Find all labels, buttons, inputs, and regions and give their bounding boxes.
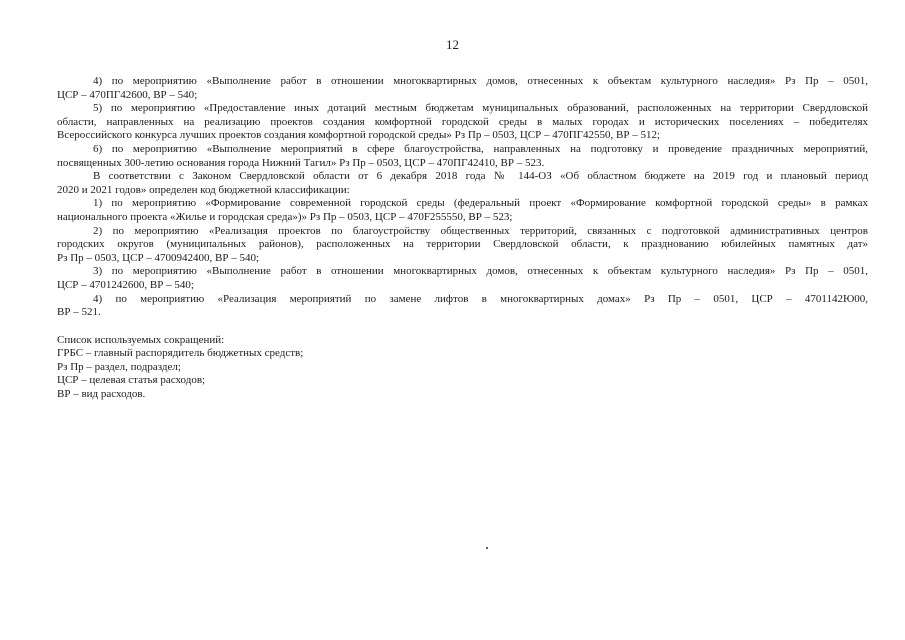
scan-speck (486, 547, 488, 549)
paragraph-item-2-public-territories (57, 225, 868, 266)
abbreviation-item: ЦСР – целевая статья расходов; (57, 374, 206, 387)
paragraph-line: 2) по мероприятию «Реализация проектов по благоустройству общественных территорий, связанных с подготовкой административных центров (93, 224, 868, 237)
paragraph-line: ЦСР – 4701242600, ВР – 540; (57, 278, 194, 291)
page-number: 12 (446, 37, 459, 52)
paragraph-line: 5) по мероприятию «Предоставление иных дотаций местным бюджетам муниципальных образований, расположенных на территории Свердловской (93, 102, 868, 115)
abbreviation-item: ВР – вид расходов. (57, 388, 146, 401)
paragraph-line: ВР – 521. (57, 306, 101, 319)
abbreviations-list (57, 334, 868, 402)
abbreviation-item: ГРБС – главный распорядитель бюджетных средств; (57, 347, 304, 360)
paragraph-line: 4) по мероприятию «Реализация мероприятий по замене лифтов в многоквартирных домах» Рз Пр – 0501, ЦСР – 4701142Ю00, (93, 292, 868, 305)
paragraph-item-1-federal-project (57, 197, 868, 224)
paragraph-item-6-nizhny-tagil-anniversary (57, 143, 868, 170)
paragraph-line: 3) по мероприятию «Выполнение работ в отношении многоквартирных домов, отнесенных к объектам культурного наследия» Рз Пр – 0501, (93, 265, 868, 278)
paragraph-line: Всероссийского конкурса лучших проектов создания комфортной городской среды» Рз Пр – 0503, ЦСР – 470ПГ42550, ВР – 512; (57, 129, 661, 142)
document-body (57, 75, 868, 402)
paragraph-line: Рз Пр – 0503, ЦСР – 4700942400, ВР – 540; (57, 251, 260, 264)
paragraph-regional-budget-law (57, 170, 868, 197)
paragraph-line: В соответствии с Законом Свердловской области от 6 декабря 2018 года № 144-ОЗ «Об областном бюджете на 2019 год и плановый период (93, 170, 868, 183)
paragraph-line: городских округов (муниципальных районов), расположенных на территории Свердловской области, к празднованию юбилейных памятных дат» (57, 238, 868, 251)
paragraph-item-4-cultural-heritage-buildings (57, 75, 868, 102)
paragraph-line: 6) по мероприятию «Выполнение мероприятий в сфере благоустройства, направленных на подготовку и проведение праздничных мероприятий, (93, 142, 868, 155)
paragraph-line: 1) по мероприятию «Формирование современной городской среды (федеральный проект «Формирование комфортной городской среды» в рамках (93, 197, 868, 210)
paragraph-line: 4) по мероприятию «Выполнение работ в отношении многоквартирных домов, отнесенных к объектам культурного наследия» Рз Пр – 0501, (93, 75, 868, 87)
paragraph-line: национального проекта «Жилье и городская среда»)» Рз Пр – 0503, ЦСР – 470F255550, ВР – 523; (57, 210, 513, 223)
abbreviations-title: Список используемых сокращений: (57, 333, 225, 346)
paragraph-line: области, направленных на реализацию проектов создания комфортной городской среды в малых городах и исторических поселениях – победителях (57, 115, 868, 128)
paragraph-line: 2020 и 2021 годов» определен код бюджетной классификации: (57, 183, 350, 196)
abbreviation-item: Рз Пр – раздел, подраздел; (57, 360, 181, 373)
paragraph-item-3-cultural-heritage-buildings (57, 265, 868, 292)
paragraph-item-5-subsidies-comfortable-environment (57, 102, 868, 143)
paragraph-item-4-elevator-replacement (57, 293, 868, 320)
paragraph-line: ЦСР – 470ПГ42600, ВР – 540; (57, 88, 198, 101)
paragraph-line: посвященных 300-летию основания города Нижний Тагил» Рз Пр – 0503, ЦСР – 470ПГ42410, ВР – 523. (57, 156, 545, 169)
